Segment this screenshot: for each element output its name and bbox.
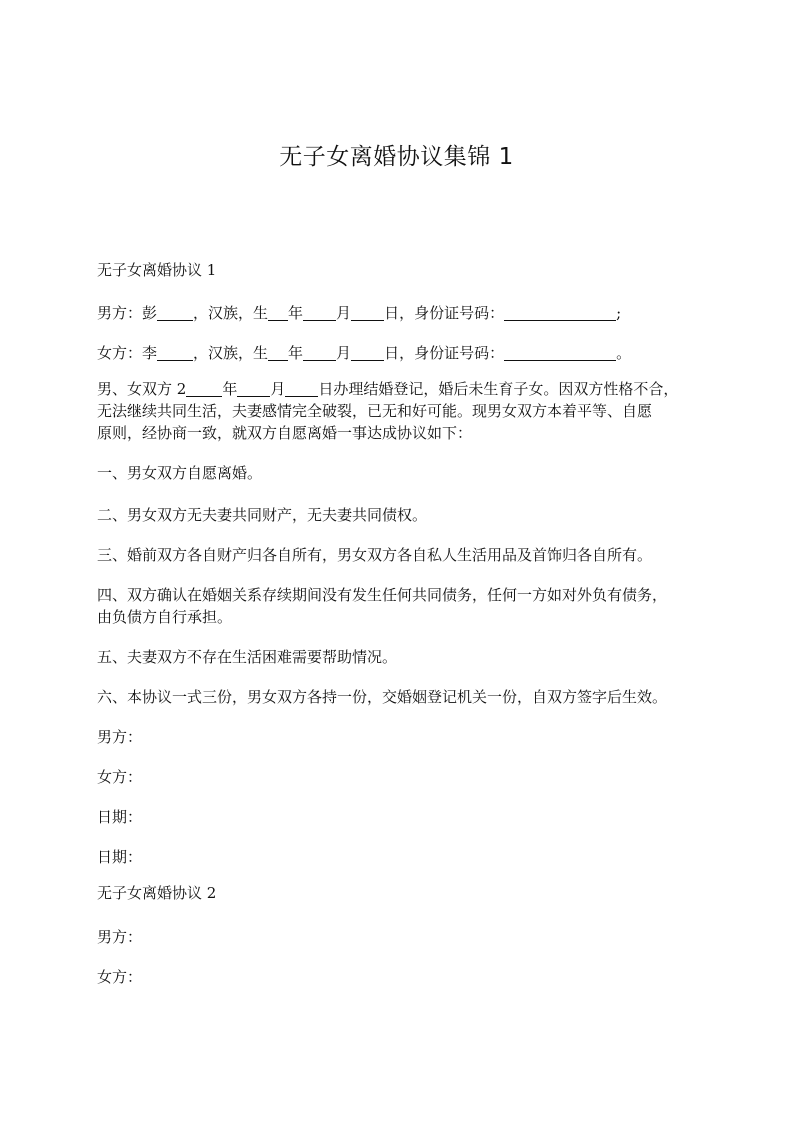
marriage-year-blank bbox=[186, 380, 222, 397]
clause-5: 五、夫妻双方不存在生活困难需要帮助情况。 bbox=[97, 648, 398, 666]
female-ethnic-text: ，汉族，生 bbox=[193, 344, 269, 362]
intro-paragraph bbox=[97, 378, 702, 444]
male-day-id-label: 日，身份证号码： bbox=[384, 304, 505, 322]
clause-2: 二、男女双方无夫妻共同财产，无夫妻共同债权。 bbox=[97, 506, 428, 524]
clause-4-line-2: 由负债方自行承担。 bbox=[97, 608, 233, 626]
male-party-line bbox=[97, 302, 702, 324]
male-party-prefix: 男方：彭 bbox=[97, 304, 158, 322]
male-year-label: 年 bbox=[288, 304, 304, 322]
female-birth-year-blank bbox=[268, 344, 288, 361]
intro-year-label: 年 bbox=[222, 380, 238, 398]
intro-text-a: 男、女双方 2 bbox=[97, 380, 187, 398]
agreement-1-heading: 无子女离婚协议 1 bbox=[97, 261, 217, 279]
marriage-month-blank bbox=[237, 380, 270, 397]
male-id-number-blank bbox=[504, 304, 616, 321]
male-line-end: ; bbox=[616, 304, 622, 322]
clause-4-line-1: 四、双方确认在婚姻关系存续期间没有发生任何共同债务，任何一方如对外负有债务， bbox=[97, 586, 668, 604]
intro-text-d: 日办理结婚登记，婚后未生育子女。因双方性格不合， bbox=[318, 380, 679, 398]
intro-line-3: 原则，经协商一致，就双方自愿离婚一事达成协议如下： bbox=[97, 424, 473, 442]
male-birth-month-blank bbox=[303, 304, 336, 321]
agreement-2-female-label: 女方： bbox=[97, 968, 143, 986]
female-birth-day-blank bbox=[351, 344, 384, 361]
signature-female-label: 女方： bbox=[97, 768, 143, 786]
clause-4 bbox=[97, 584, 702, 628]
female-name-blank bbox=[157, 344, 193, 361]
female-party-prefix: 女方：李 bbox=[97, 344, 158, 362]
marriage-day-blank bbox=[285, 380, 318, 397]
agreement-2-male-label: 男方： bbox=[97, 928, 143, 946]
female-line-end: 。 bbox=[616, 344, 632, 362]
male-birth-year-blank bbox=[268, 304, 288, 321]
document-title: 无子女离婚协议集锦 1 bbox=[279, 144, 514, 170]
female-day-id-label: 日，身份证号码： bbox=[384, 344, 505, 362]
female-birth-month-blank bbox=[303, 344, 336, 361]
agreement-2-heading: 无子女离婚协议 2 bbox=[97, 884, 217, 902]
clause-6: 六、本协议一式三份，男女双方各持一份，交婚姻登记机关一份，自双方签字后生效。 bbox=[97, 688, 668, 706]
male-ethnic-text: ，汉族，生 bbox=[193, 304, 269, 322]
intro-month-label: 月 bbox=[270, 380, 286, 398]
female-id-number-blank bbox=[504, 344, 616, 361]
female-month-label: 月 bbox=[336, 344, 352, 362]
clause-1: 一、男女双方自愿离婚。 bbox=[97, 464, 263, 482]
signature-male-label: 男方： bbox=[97, 728, 143, 746]
female-party-line bbox=[97, 342, 702, 364]
female-year-label: 年 bbox=[288, 344, 304, 362]
male-month-label: 月 bbox=[336, 304, 352, 322]
intro-line-2: 无法继续共同生活，夫妻感情完全破裂，已无和好可能。现男女双方本着平等、自愿 bbox=[97, 402, 653, 420]
clause-3: 三、婚前双方各自财产归各自所有，男女双方各自私人生活用品及首饰归各自所有。 bbox=[97, 546, 653, 564]
male-name-blank bbox=[157, 304, 193, 321]
date-label-2: 日期： bbox=[97, 848, 143, 866]
date-label-1: 日期： bbox=[97, 808, 143, 826]
intro-line-1 bbox=[97, 378, 702, 400]
male-birth-day-blank bbox=[351, 304, 384, 321]
